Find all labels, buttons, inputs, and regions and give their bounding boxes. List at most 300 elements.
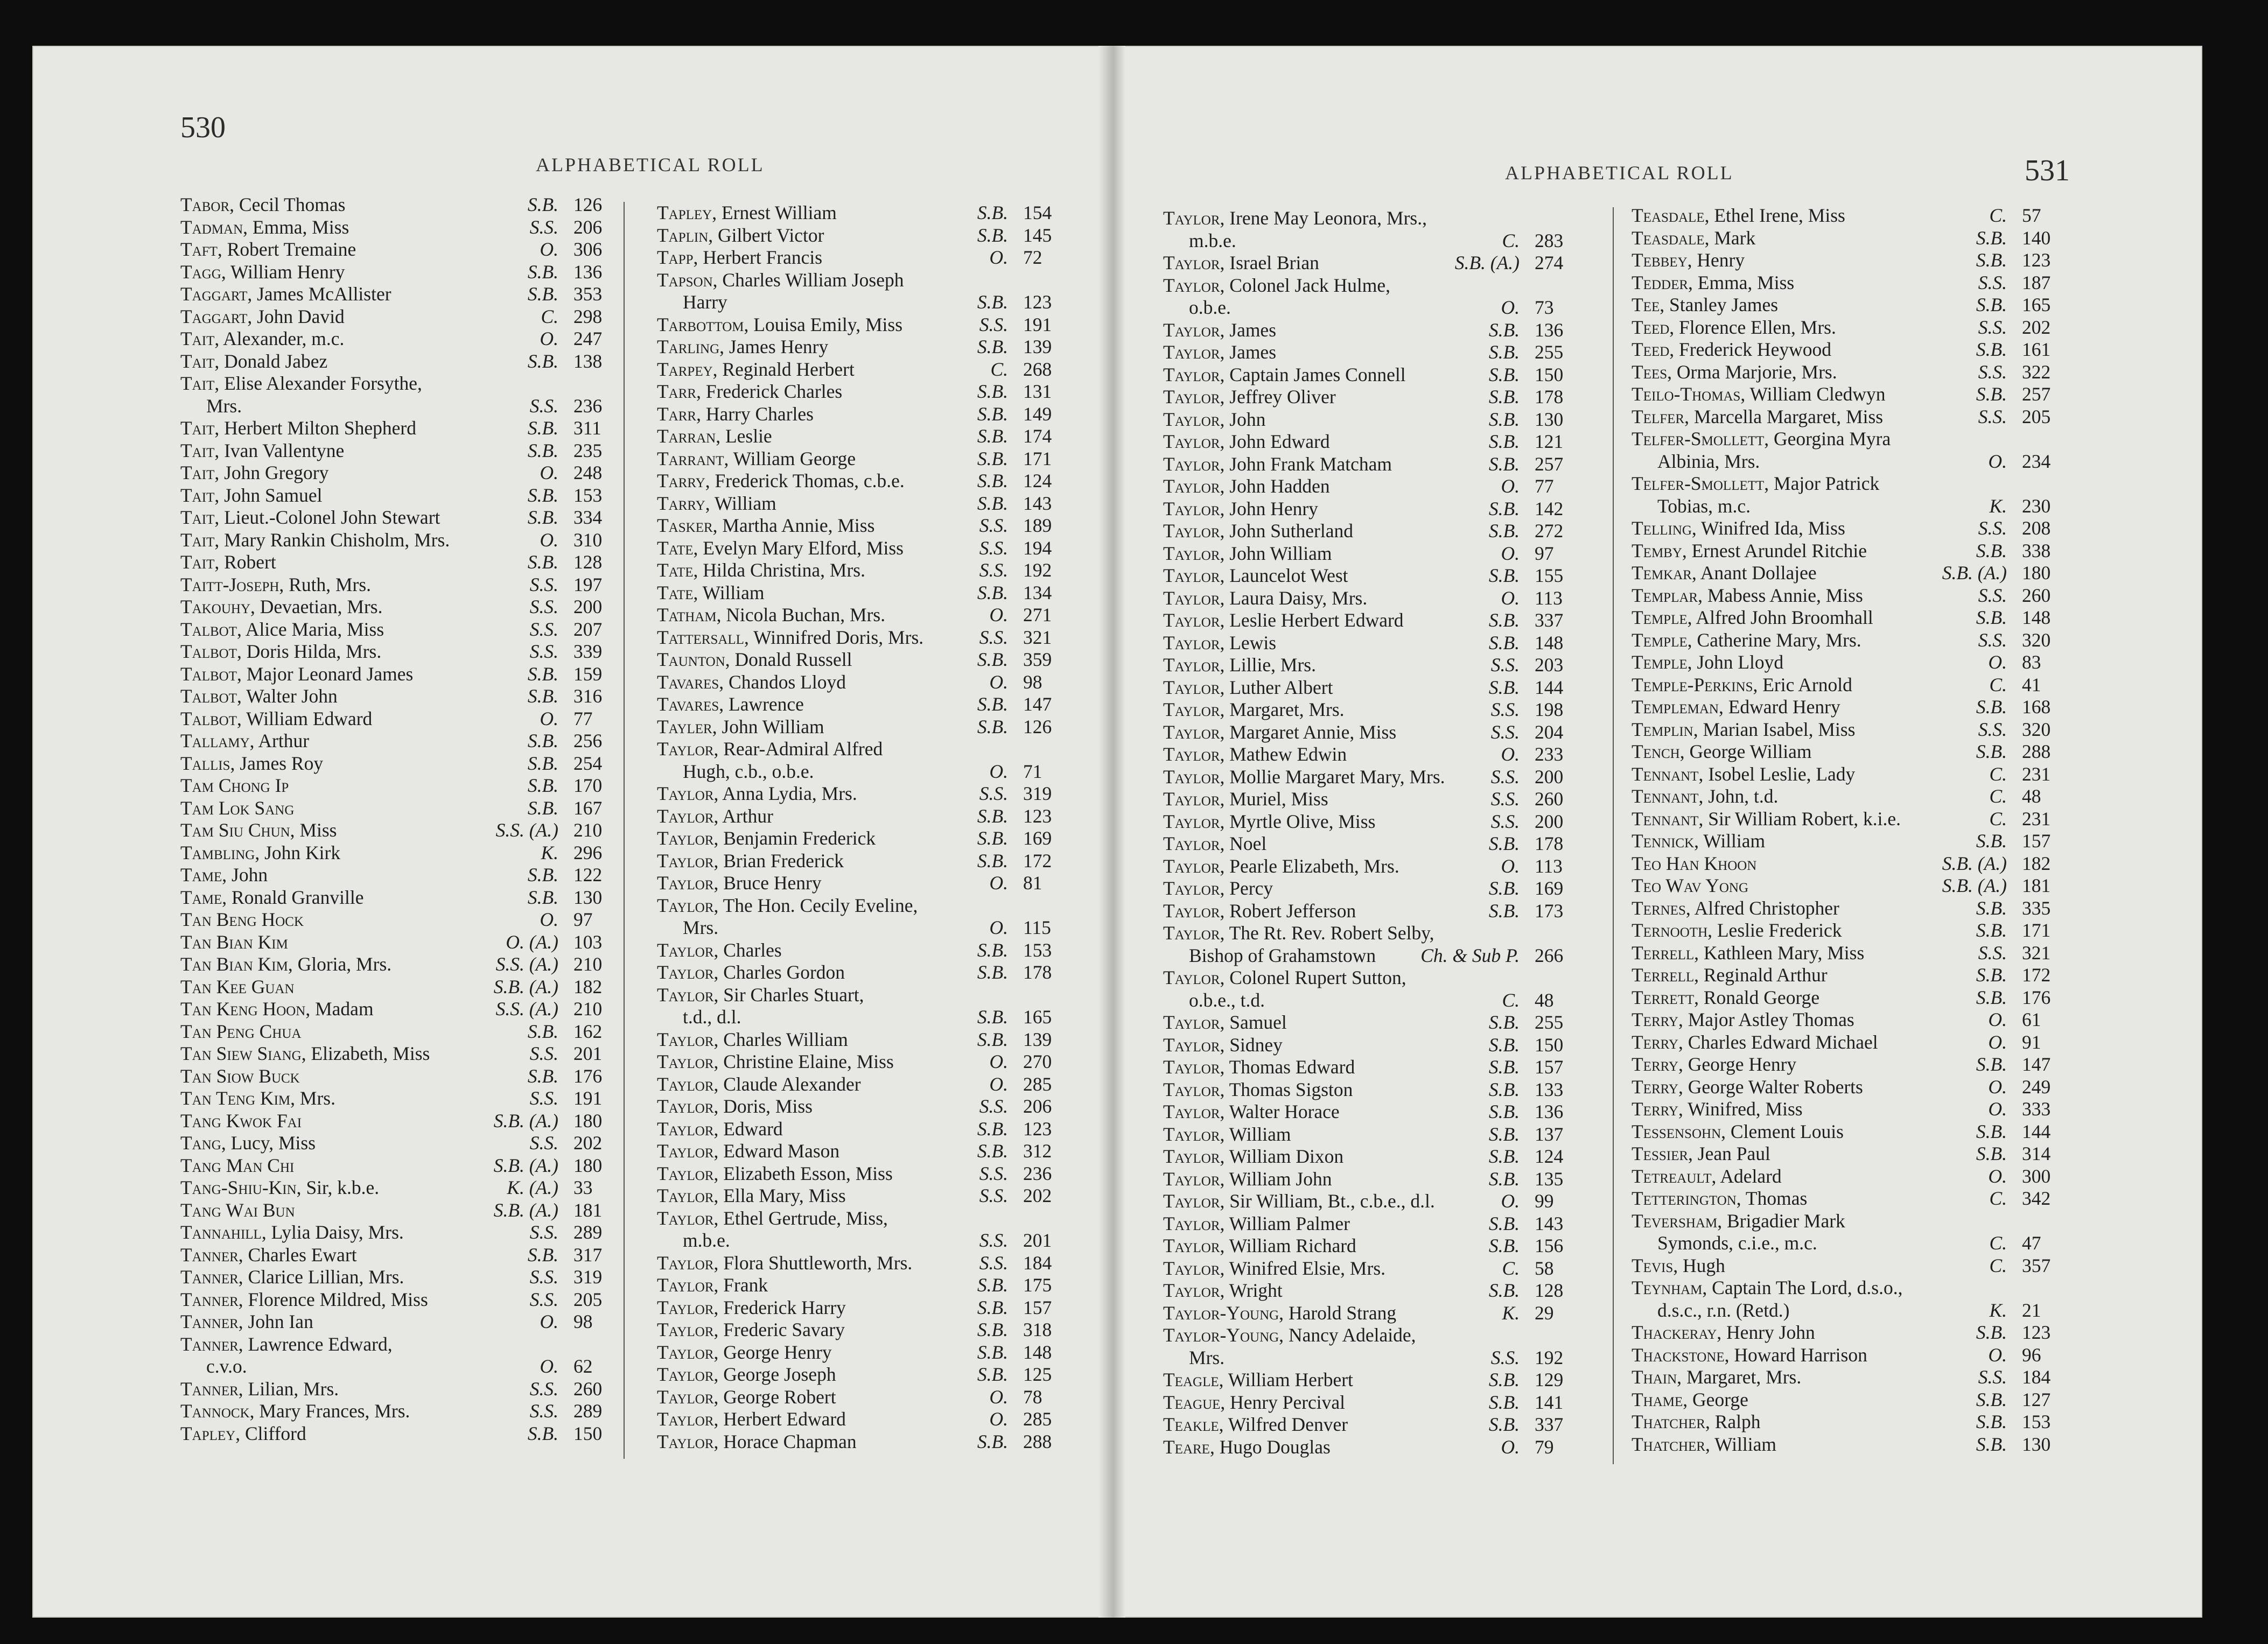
entry-name [657,604,1072,627]
roll-entry [1163,1123,1583,1146]
entry-name [657,1408,1072,1431]
entry-surname: Taylor, [1163,743,1225,765]
entry-award: S.S. (A.) [495,998,558,1020]
entry-award: S.B. [977,715,1008,737]
entry-page-ref: 181 [2022,875,2051,896]
entry-surname: Taylor, [1163,1078,1225,1100]
entry-forenames: Lewis [1224,631,1277,654]
entry-page-ref: 182 [573,975,603,997]
entry-surname: Tessensohn, [1632,1120,1726,1142]
entry-page-ref: 98 [573,1311,593,1332]
entry-surname: Taylor, [1163,833,1225,854]
roll-entry [1632,294,2070,317]
entry-surname: Tang-Shiu-Kin, [180,1177,302,1198]
entry-forenames: Flora Shuttleworth, Mrs. [718,1252,913,1274]
entry-surname: Telling, [1632,517,1697,539]
entry-page-ref: 165 [2022,294,2051,315]
entry-name [1163,1213,1583,1235]
entry-name [1163,1101,1583,1123]
entry-award: S.B. [1976,741,2007,762]
entry-award: O. [989,671,1008,693]
roll-entry [1163,1079,1583,1101]
entry-surname: Tarr, [657,381,701,402]
entry-page-ref: 136 [573,261,603,283]
roll-entry [180,909,622,931]
entry-surname: Tait, [180,373,220,394]
entry-forenames: Frederick Harry [718,1296,846,1318]
entry-name [657,693,1072,716]
entry-forenames: Noel [1224,833,1267,854]
entry-forenames: John Kirk [260,841,341,863]
roll-entry [1163,1369,1583,1392]
entry-surname: Tang Man Chi [180,1154,295,1176]
entry-name [657,448,1072,470]
roll-entry [1163,900,1583,923]
entry-page-ref: 129 [1535,1369,1564,1390]
entry-award: S.B. [1976,1411,2007,1432]
roll-entry [1632,1098,2070,1121]
roll-entry [180,306,622,328]
roll-entry [657,470,1072,493]
entry-award: S.S. [1490,788,1520,810]
entry-forenames: Edward Henry [1723,696,1840,718]
entry-award: S.B. [1488,520,1520,542]
entry-name [657,1163,1072,1185]
entry-surname: Teo Wav Yong [1632,875,1748,896]
entry-forenames: Thomas Sigston [1224,1078,1353,1100]
entry-award: K. [1502,1302,1520,1324]
entry-surname: Tannahill, [180,1221,267,1243]
entry-award: S.B. [977,470,1008,491]
entry-surname: Taylor, [1163,1056,1225,1078]
entry-page-ref: 254 [573,752,603,774]
entry-page-ref: 317 [573,1243,603,1266]
roll-entry [1163,1146,1583,1168]
entry-award: S.B. [527,350,558,372]
entry-forenames: Stanley James [1664,294,1779,315]
entry-surname: Tan Bian Kim [180,931,288,953]
entry-award: S.B. [1488,676,1520,698]
roll-entry [657,649,1072,671]
entry-page-ref: 123 [1023,805,1052,827]
entry-name [657,314,1072,336]
entry-name [657,1185,1072,1207]
entry-forenames: Irene May Leonora, Mrs., [1224,207,1427,229]
roll-entry [1632,473,2070,517]
roll-entry [1163,498,1583,521]
entry-name [657,269,1072,314]
entry-name [1163,1369,1583,1392]
roll-entry [1163,1101,1583,1123]
entry-surname: Takouhy, [180,596,255,617]
entry-surname: Taylor, [1163,252,1225,273]
entry-surname: Tait, [180,328,220,349]
entry-forenames: John Edward [1224,431,1330,452]
entry-page-ref: 178 [1535,833,1564,854]
entry-forenames: Major Patrick [1769,473,1880,494]
entry-forenames: Benjamin Frederick [718,827,876,849]
entry-forenames: William Palmer [1224,1212,1350,1234]
entry-award: S.B. [977,1140,1008,1162]
entry-award: S.S. [529,573,558,595]
entry-page-ref: 200 [1535,765,1564,788]
entry-award: S.B. [527,886,558,908]
entry-forenames: Henry [1692,249,1745,271]
entry-page-ref: 96 [2022,1344,2041,1366]
roll-entry [1163,1324,1583,1369]
entry-page-ref: 359 [1023,649,1052,670]
entry-forenames: Robert Jefferson [1224,900,1356,922]
entry-page-ref: 180 [2022,562,2051,584]
entry-page-ref: 173 [1535,900,1564,922]
entry-surname: Talbot, [180,663,242,685]
entry-award: S.B. [1488,319,1520,341]
entry-forenames: Harry Charles [701,403,814,425]
entry-page-ref: 200 [573,596,603,617]
entry-award: S.B. [1488,497,1520,519]
roll-entry [657,827,1072,850]
entry-award: O. [1501,297,1520,318]
roll-entry [1632,763,2070,786]
roll-entry [657,314,1072,336]
entry-name [657,559,1072,582]
entry-surname: Taylor, [657,1095,719,1117]
entry-award: S.S. [529,1221,558,1243]
entry-page-ref: 339 [573,641,603,662]
entry-award: O. [989,1386,1008,1408]
roll-entry [1163,543,1583,565]
entry-page-ref: 81 [1023,872,1042,894]
entry-surname: Taylor, [657,827,719,849]
roll-entry [180,931,622,954]
entry-surname: Tan Bian Kim, [180,953,293,975]
roll-entry [1163,565,1583,587]
entry-name [657,850,1072,873]
entry-award: S.S. [1978,718,2007,740]
entry-name [1163,654,1583,677]
entry-award: S.B. [977,1430,1008,1452]
entry-award: C. [1989,1254,2007,1276]
entry-award: C. [1989,205,2007,226]
entry-surname: Taylor, [1163,497,1225,519]
entry-page-ref: 157 [1023,1296,1052,1318]
roll-entry [1163,1168,1583,1191]
entry-page-ref: 249 [2022,1076,2051,1098]
entry-surname: Taylor, [1163,408,1225,430]
entry-page-ref: 172 [1023,849,1052,872]
entry-forenames: Margaret, Mrs. [1224,699,1345,720]
entry-forenames: Ethel Irene, Miss [1709,205,1845,226]
entry-award: O. [1988,1098,2007,1120]
roll-entry [657,1185,1072,1207]
entry-surname: Tait, [180,551,220,573]
entry-page-ref: 202 [573,1132,603,1154]
entry-surname: Taylor, [1163,855,1225,877]
entry-award: S.B. [977,492,1008,514]
entry-award: S.B. (A.) [1942,852,2007,874]
entry-award: S.B. [527,864,558,886]
entry-forenames: Martha Annie, Miss [717,515,875,536]
entry-award: C. [1989,673,2007,695]
entry-page-ref: 274 [1535,252,1564,273]
entry-page-ref: 122 [573,864,603,886]
entry-award: S.S. [1978,1366,2007,1388]
entry-forenames: Charles Ewart [243,1243,357,1266]
entry-page-ref: 138 [573,350,603,372]
entry-forenames: Clement Louis [1726,1120,1844,1142]
entry-surname: Taylor, [1163,788,1225,810]
entry-surname: Tebbey, [1632,249,1692,271]
entry-page-ref: 285 [1023,1408,1052,1430]
entry-surname: Tapson, [657,269,718,291]
entry-award: S.S. [979,537,1008,559]
entry-forenames: Elizabeth Esson, Miss [718,1162,893,1184]
entry-award: S.B. [1976,1120,2007,1142]
entry-surname: Tarbottom, [657,313,749,335]
entry-award: O. [1501,1436,1520,1458]
entry-name [657,1051,1072,1073]
entry-page-ref: 319 [1023,783,1052,804]
entry-forenames: Myrtle Olive, Miss [1224,810,1376,832]
entry-page-ref: 233 [1535,743,1564,765]
entry-forenames: Donald Russell [730,649,852,670]
entry-forenames: Wright [1224,1280,1283,1301]
roll-entry [657,403,1072,426]
entry-award: K. [1989,1299,2007,1321]
entry-award: C. [1502,1257,1520,1279]
entry-page-ref: 150 [1535,1034,1564,1056]
entry-continuation: m.b.e. [1189,229,1236,251]
entry-name [1163,922,1583,967]
entry-award: S.B. [1976,339,2007,360]
entry-page-ref: 123 [1023,1118,1052,1140]
entry-surname: Tallamy, [180,730,255,751]
entry-surname: Tapley, [657,202,717,223]
entry-page-ref: 169 [1023,827,1052,849]
roll-entry [180,1043,622,1065]
entry-page-ref: 48 [1535,989,1554,1011]
entry-award: C. [1502,989,1520,1011]
entry-surname: Taylor, [657,1341,719,1363]
entry-surname: Tait, [180,484,220,506]
entry-forenames: Ella Mary, Miss [718,1185,846,1206]
roll-entry [180,641,622,663]
entry-forenames: Winifred Ida, Miss [1696,517,1845,539]
entry-page-ref: 257 [1535,453,1564,475]
entry-award: S.B. [977,827,1008,849]
entry-continuation: Harry [683,291,727,313]
entry-surname: Taylor, [1163,1146,1225,1167]
entry-forenames: Eric Arnold [1758,673,1852,695]
entry-award: S.B. [1488,833,1520,854]
entry-award: C. [541,305,558,327]
roll-entry [657,1386,1072,1409]
entry-surname: Taylor, [657,805,719,827]
entry-award: S.S. [1978,584,2007,606]
entry-page-ref: 192 [1535,1346,1564,1368]
entry-award: S.S. [979,1095,1008,1117]
entry-award: S.S. [979,515,1008,536]
entry-surname: Tanner, [180,1288,243,1310]
entry-award: S.S. [529,1043,558,1064]
entry-award: S.B. [527,730,558,751]
entry-award: O. [540,238,558,260]
entry-name [657,381,1072,403]
roll-entry [657,961,1072,984]
roll-entry [1163,1011,1583,1034]
entry-surname: Taylor, [657,1408,719,1430]
entry-page-ref: 333 [2022,1098,2051,1120]
roll-entry [657,1319,1072,1341]
entry-forenames: Emma, Miss [248,216,349,238]
roll-entry [657,559,1072,582]
entry-page-ref: 124 [1535,1146,1564,1167]
entry-name [1163,1079,1583,1101]
entry-page-ref: 155 [1535,565,1564,586]
entry-award: S.S. [979,1162,1008,1184]
entry-surname: Taylor, [657,1430,719,1452]
entry-surname: Templeman, [1632,696,1724,718]
entry-page-ref: 47 [2022,1232,2041,1254]
entry-surname: Tatham, [657,604,722,626]
entry-forenames: The Hon. Cecily Eveline, [718,894,918,916]
entry-forenames: Lawrence [724,693,804,715]
entry-page-ref: 172 [2022,964,2051,986]
roll-entry [1632,719,2070,741]
roll-entry [180,619,622,641]
entry-surname: Tayler, [657,715,717,737]
entry-surname: Taylor, [657,1073,719,1095]
entry-page-ref: 150 [573,1422,603,1444]
roll-entry [657,738,1072,783]
entry-page-ref: 174 [1023,425,1052,447]
roll-entry [657,202,1072,224]
entry-forenames: Charles William Joseph [717,269,904,291]
roll-entry [180,551,622,574]
entry-surname: Tarrant, [657,447,729,469]
entry-surname: Taylor, [657,961,719,983]
entry-forenames: James Henry [724,336,829,357]
entry-award: S.B. [527,1243,558,1266]
entry-award: S.B. [1976,1388,2007,1410]
entry-surname: Taylor, [657,939,719,961]
entry-surname: Thatcher, [1632,1433,1710,1455]
roll-entry [1632,249,2070,272]
entry-forenames: John Gregory [219,462,329,483]
entry-surname: Tennant, [1632,763,1704,785]
entry-forenames: George William [1684,741,1812,762]
entry-surname: Taylor, [1163,431,1225,452]
roll-entry [1632,339,2070,361]
entry-award: S.B. [1976,249,2007,271]
entry-page-ref: 296 [573,841,603,863]
roll-entry [1163,855,1583,878]
roll-entry [1163,609,1583,632]
entry-forenames: Margaret, Mrs. [1682,1366,1802,1388]
entry-surname: Tam Siu Chun, [180,819,295,841]
entry-surname: Templar, [1632,584,1703,606]
roll-entry [657,671,1072,694]
entry-forenames: Elizabeth, Miss [306,1043,430,1064]
roll-entry [180,529,622,552]
entry-name [1163,1146,1583,1168]
entry-award: O. [989,1073,1008,1095]
entry-name [1163,699,1583,721]
entry-surname: Tasker, [657,515,718,536]
entry-name [1163,386,1583,409]
column-rule-left [624,202,625,1459]
entry-award: S.B. [1976,227,2007,249]
entry-award: Ch. & Sub P. [1420,944,1520,966]
roll-entry [1632,1210,2070,1255]
entry-award: O. [1988,651,2007,673]
roll-entry [1163,1190,1583,1213]
entry-award: S.B. [1976,830,2007,852]
entry-page-ref: 157 [1535,1056,1564,1078]
entry-forenames: William Cledwyn [1745,383,1886,405]
entry-award: S.B. [527,775,558,796]
roll-entry [657,604,1072,627]
entry-name [1163,1257,1583,1280]
entry-forenames: Thomas [1741,1188,1808,1209]
entry-forenames: James McAllister [252,283,391,305]
entry-name [657,716,1072,739]
entry-page-ref: 178 [1535,386,1564,408]
roll-entry [657,1051,1072,1073]
entry-forenames: Sir, k.b.e. [301,1177,380,1198]
entry-page-ref: 135 [1535,1168,1564,1190]
entry-page-ref: 123 [2022,1322,2051,1343]
roll-entry [180,1400,622,1423]
entry-award: S.S. [979,1185,1008,1206]
roll-entry [1632,853,2070,875]
entry-surname: Thame, [1632,1388,1688,1410]
roll-entry [180,1333,622,1378]
entry-forenames: Catherine Mary, Mrs. [1692,629,1861,651]
entry-award: S.B. [1976,1053,2007,1075]
entry-page-ref: 176 [573,1065,603,1087]
entry-surname: Taylor, [1163,319,1225,341]
entry-page-ref: 192 [1023,559,1052,581]
entry-name [657,1341,1072,1364]
entry-name [657,627,1072,649]
entry-forenames: Leslie [720,425,772,447]
roll-entry [657,224,1072,247]
entry-page-ref: 337 [1535,609,1564,631]
entry-surname: Tame, [180,864,227,886]
entry-award: O. [989,917,1008,938]
entry-forenames: Rear-Admiral Alfred [718,738,883,760]
entry-name [1163,1011,1583,1034]
entry-forenames: Captain The Lord, d.s.o., [1707,1277,1903,1298]
entry-surname: Terry, [1632,1031,1683,1053]
entry-award: S.B. [977,1296,1008,1318]
entry-name [1163,1280,1583,1302]
entry-award: S.S. [529,395,558,417]
roll-entry [180,194,622,216]
entry-page-ref: 121 [1535,431,1564,452]
roll-entry [180,328,622,350]
entry-forenames: Ernest William [717,202,837,223]
entry-surname: Thain, [1632,1366,1682,1388]
roll-entry [657,627,1072,649]
roll-entry [1632,875,2070,897]
entry-page-ref: 181 [573,1199,603,1221]
entry-forenames: Edward [718,1118,783,1140]
entry-award: S.B. [977,1118,1008,1140]
entry-page-ref: 334 [573,507,603,528]
roll-entry [657,1341,1072,1364]
